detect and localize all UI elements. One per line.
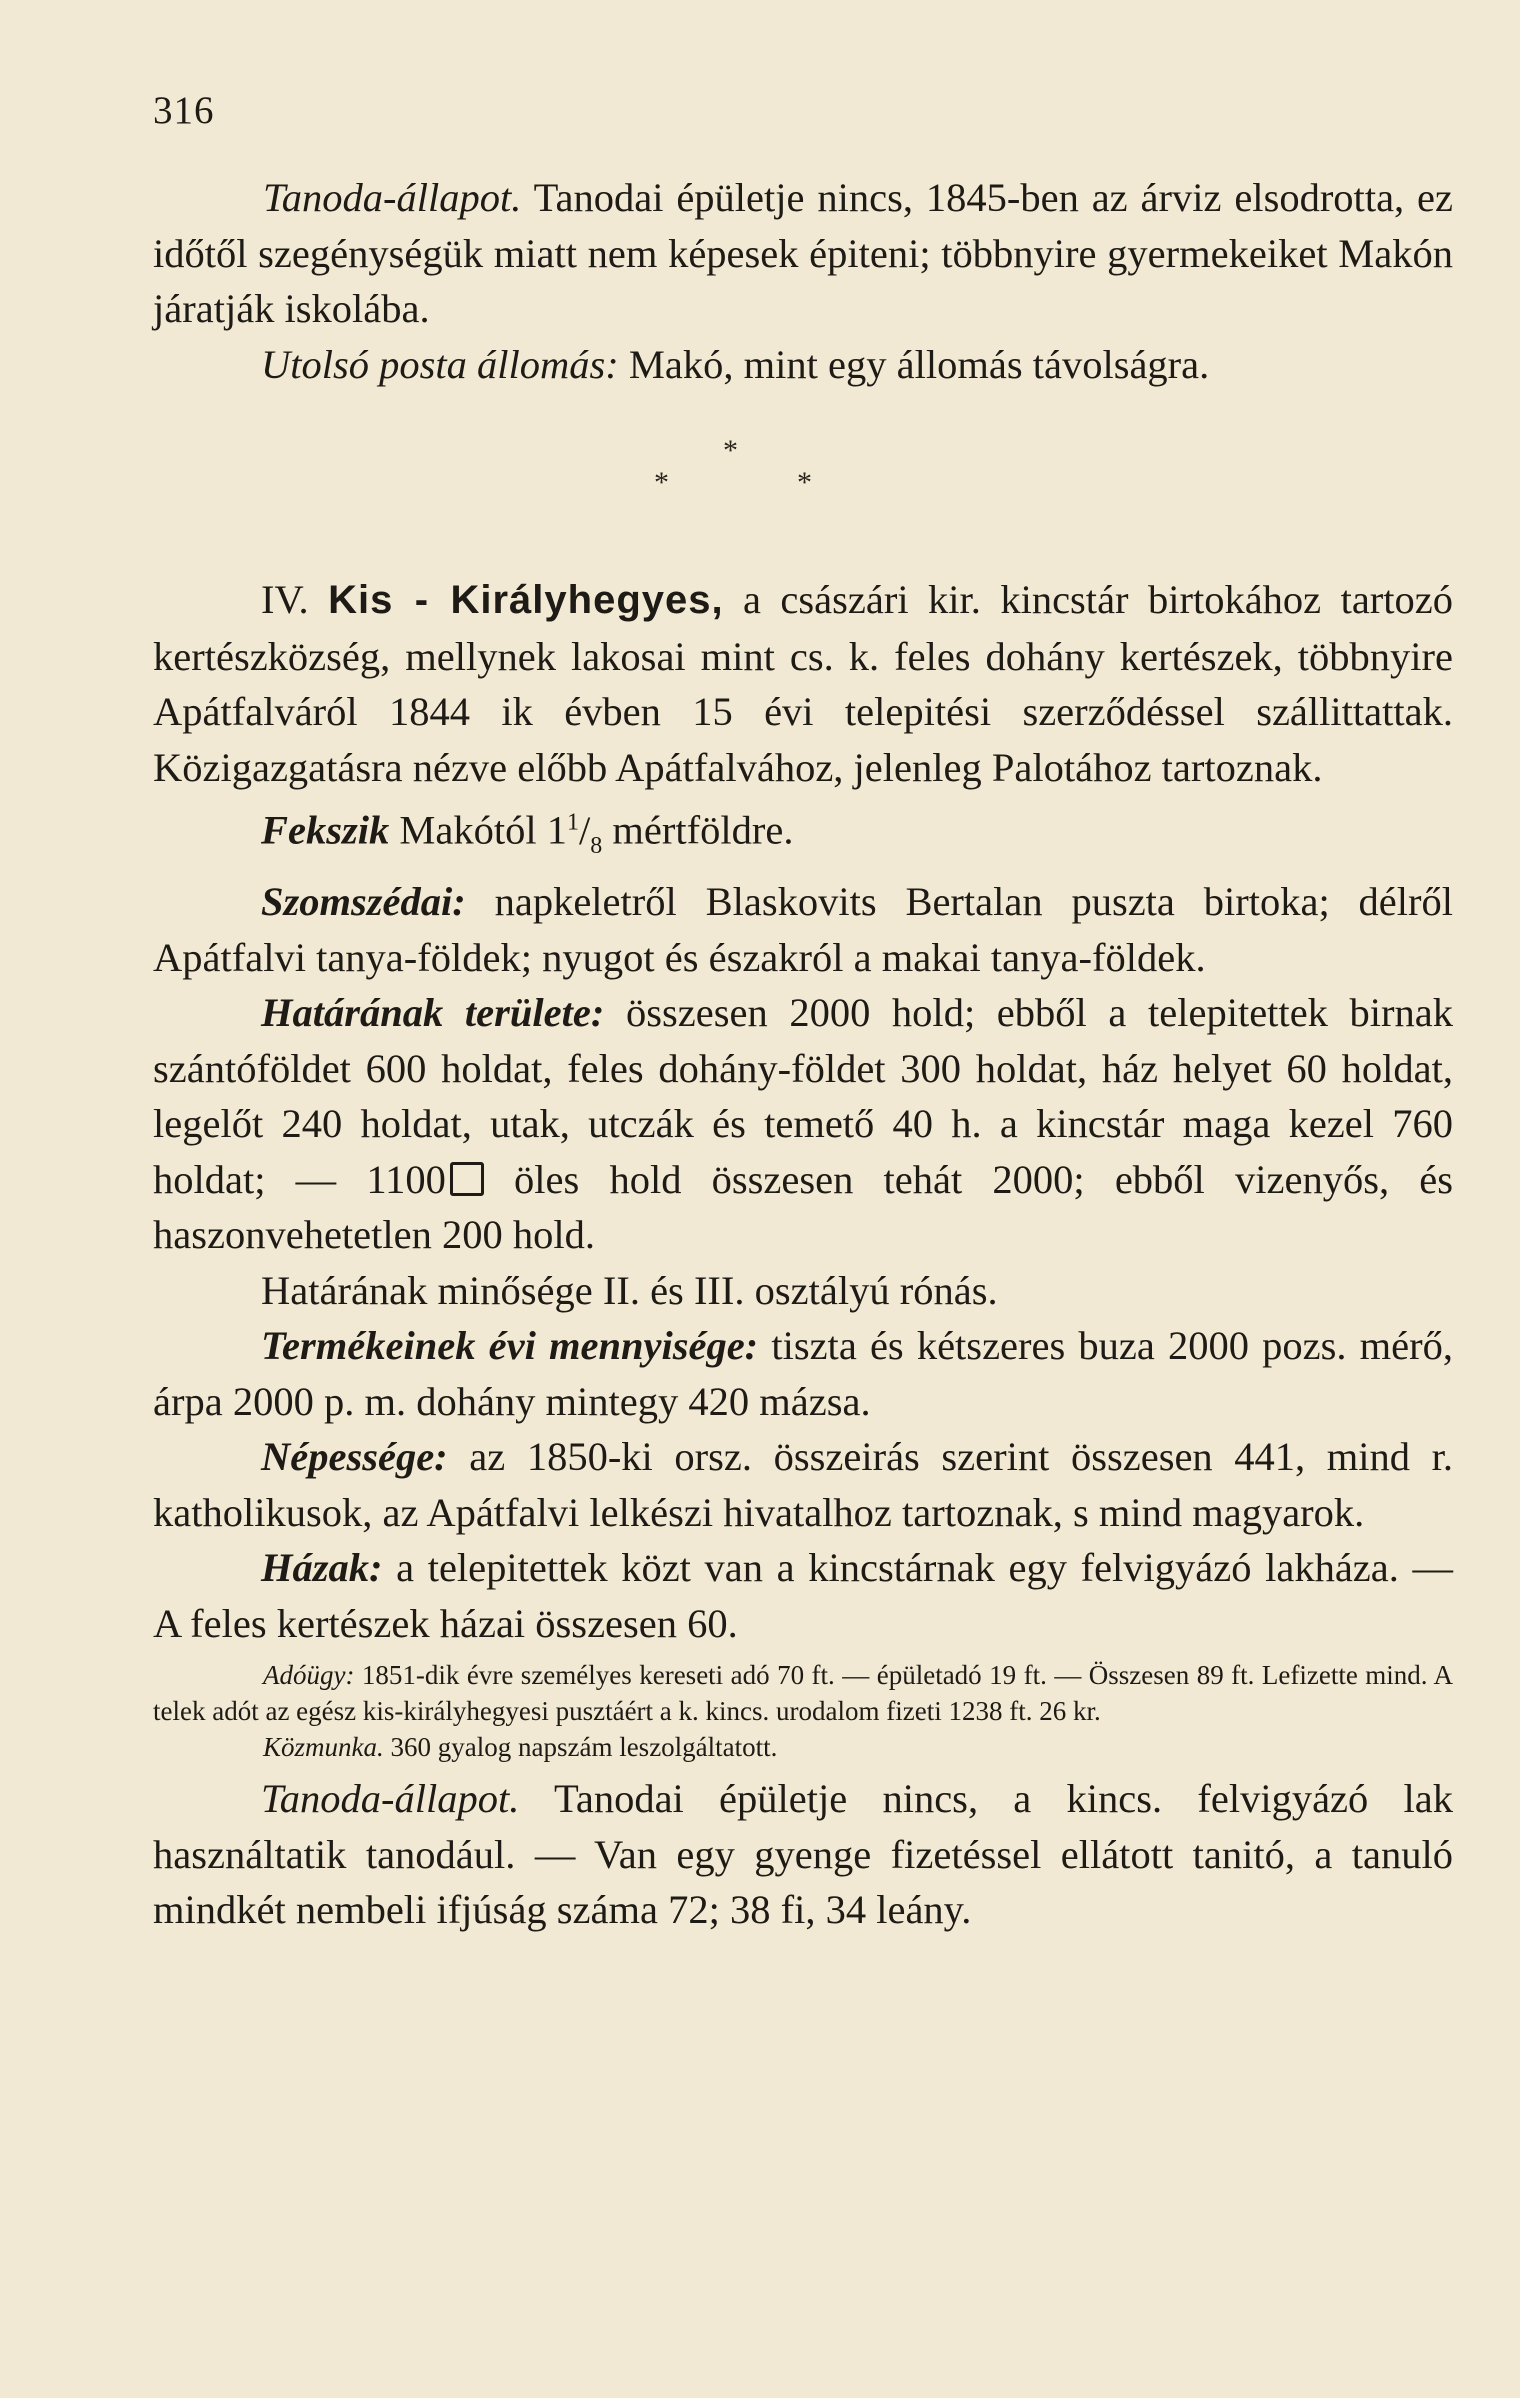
section-numeral: IV. (261, 577, 309, 622)
asterisk-top: * (723, 434, 738, 467)
label-adougy: Adóügy: (263, 1660, 355, 1691)
label-hatar: Határának területe: (261, 990, 605, 1036)
label-fekszik: Fekszik (261, 807, 390, 853)
page-number: 316 (153, 89, 215, 132)
label-posta: Utolsó posta állomás: (261, 341, 619, 387)
label-tanoda-2: Tanoda-állapot. (261, 1776, 520, 1822)
section-name: Kis - Királyhegyes, (328, 578, 724, 622)
text-tanoda-1: Tanodai épületje nincs, 1845-ben az árviz elsodrotta, ez időtől szegénységük miatt nem képesek épiteni; többnyire gyermekeiket Makón járatják iskolába. (153, 175, 1453, 331)
paragraph-tanoda-1 (153, 170, 1453, 337)
paragraph-fekszik (153, 795, 1453, 874)
paragraph-szomszedai (153, 874, 1453, 985)
separator-asterisks (153, 414, 1453, 554)
label-kozmunka: Közmunka. (263, 1732, 384, 1763)
asterisk-left: * (654, 466, 669, 499)
text-posta: Makó, mint egy állomás távolságra. (618, 341, 1210, 387)
paragraph-tanoda-2 (153, 1771, 1453, 1938)
text-hazak: a telepitettek közt van a kincstárnak egy felvigyázó lakháza. — A feles kertészek házai összesen 60. (153, 1545, 1453, 1646)
text-tanoda-2: Tanodai épületje nincs, a kincs. felvigyázó lak használtatik tanodául. — Van egy gyenge fizetéssel ellátott tanitó, a tanuló mindkét nembeli ifjúság száma 72; 38 fi, 34 leány. (153, 1776, 1453, 1933)
paragraph-hazak (153, 1540, 1453, 1651)
text-minoseg: Határának minősége II. és III. osztályú rónás. (261, 1267, 998, 1313)
note-kozmunka (153, 1729, 1453, 1765)
text-hatar-after: öles hold összesen tehát 2000; ebből vizenyős, és haszonvehetetlen 200 hold. (153, 1156, 1453, 1258)
text-hatar: összesen 2000 hold; ebből a telepitettek birnak szántóföldet 600 holdat, feles dohány-földet 300 holdat, ház helyet 60 holdat, legelőt 240 holdat, utak, utczák és temető 40 h. a kincstár maga kezel 760 holdat; — 1100 (153, 990, 1453, 1202)
asterisk-right: * (797, 466, 812, 499)
label-tanoda-1: Tanoda-állapot. (263, 175, 522, 220)
label-hazak: Házak: (261, 1545, 383, 1591)
fraction-denominator: 8 (590, 832, 603, 859)
label-nepesseg: Népessége: (261, 1434, 448, 1480)
paragraph-section-heading (153, 572, 1453, 795)
text-fekszik: Makótól 1 (389, 807, 568, 853)
text-termekeinek: tiszta és kétszeres buza 2000 pozs. mérő, árpa 2000 p. m. dohány mintegy 420 mázsa. (153, 1323, 1453, 1424)
text-fekszik-after: mértföldre. (602, 807, 794, 853)
fraction-numerator: 1 (567, 809, 580, 835)
section-text: a császári kir. kincstár birtokához tartozó kertészközség, mellynek lakosai mint cs. k. feles dohány kertészek, többnyire Apátfalváról 1844 ik évben 15 évi telepitési szerződéssel szállittattak. Közigazgatásra nézve előbb Apátfalvához, jelenleg Palotához tartoznak. (153, 577, 1454, 790)
paragraph-hatar (153, 985, 1453, 1263)
note-adougy (153, 1657, 1453, 1729)
text-nepesseg: az 1850-ki orsz. összeirás szerint összesen 441, mind r. katholikusok, az Apátfalvi lelkészi hivatalhoz tartoznak, s mind magyarok. (153, 1434, 1453, 1535)
text-szomszedai: napkeletről Blaskovits Bertalan puszta birtoka; délről Apátfalvi tanya-földek; nyugot és északról a makai tanya-földek. (153, 879, 1453, 980)
paragraph-minoseg (153, 1263, 1453, 1319)
paragraph-termekeinek (153, 1318, 1453, 1429)
page-body (153, 170, 1453, 1938)
text-adougy: 1851-dik évre személyes kereseti adó 70 ft. — épületadó 19 ft. — Összesen 89 ft. Lefizette mind. A telek adót az egész kis-királyhegyesi pusztáért a k. kincs. urodalom fizeti 1238 ft. 26 kr. (153, 1660, 1453, 1727)
paragraph-posta (153, 337, 1453, 393)
paragraph-nepesseg (153, 1429, 1453, 1540)
square-unit-icon (450, 1162, 484, 1196)
label-termekeinek: Termékeinek évi mennyisége: (261, 1323, 759, 1369)
text-kozmunka: 360 gyalog napszám leszolgáltatott. (383, 1732, 778, 1763)
fraction: $^1/_8$ (567, 807, 603, 859)
label-szomszedai: Szomszédai: (261, 879, 466, 925)
